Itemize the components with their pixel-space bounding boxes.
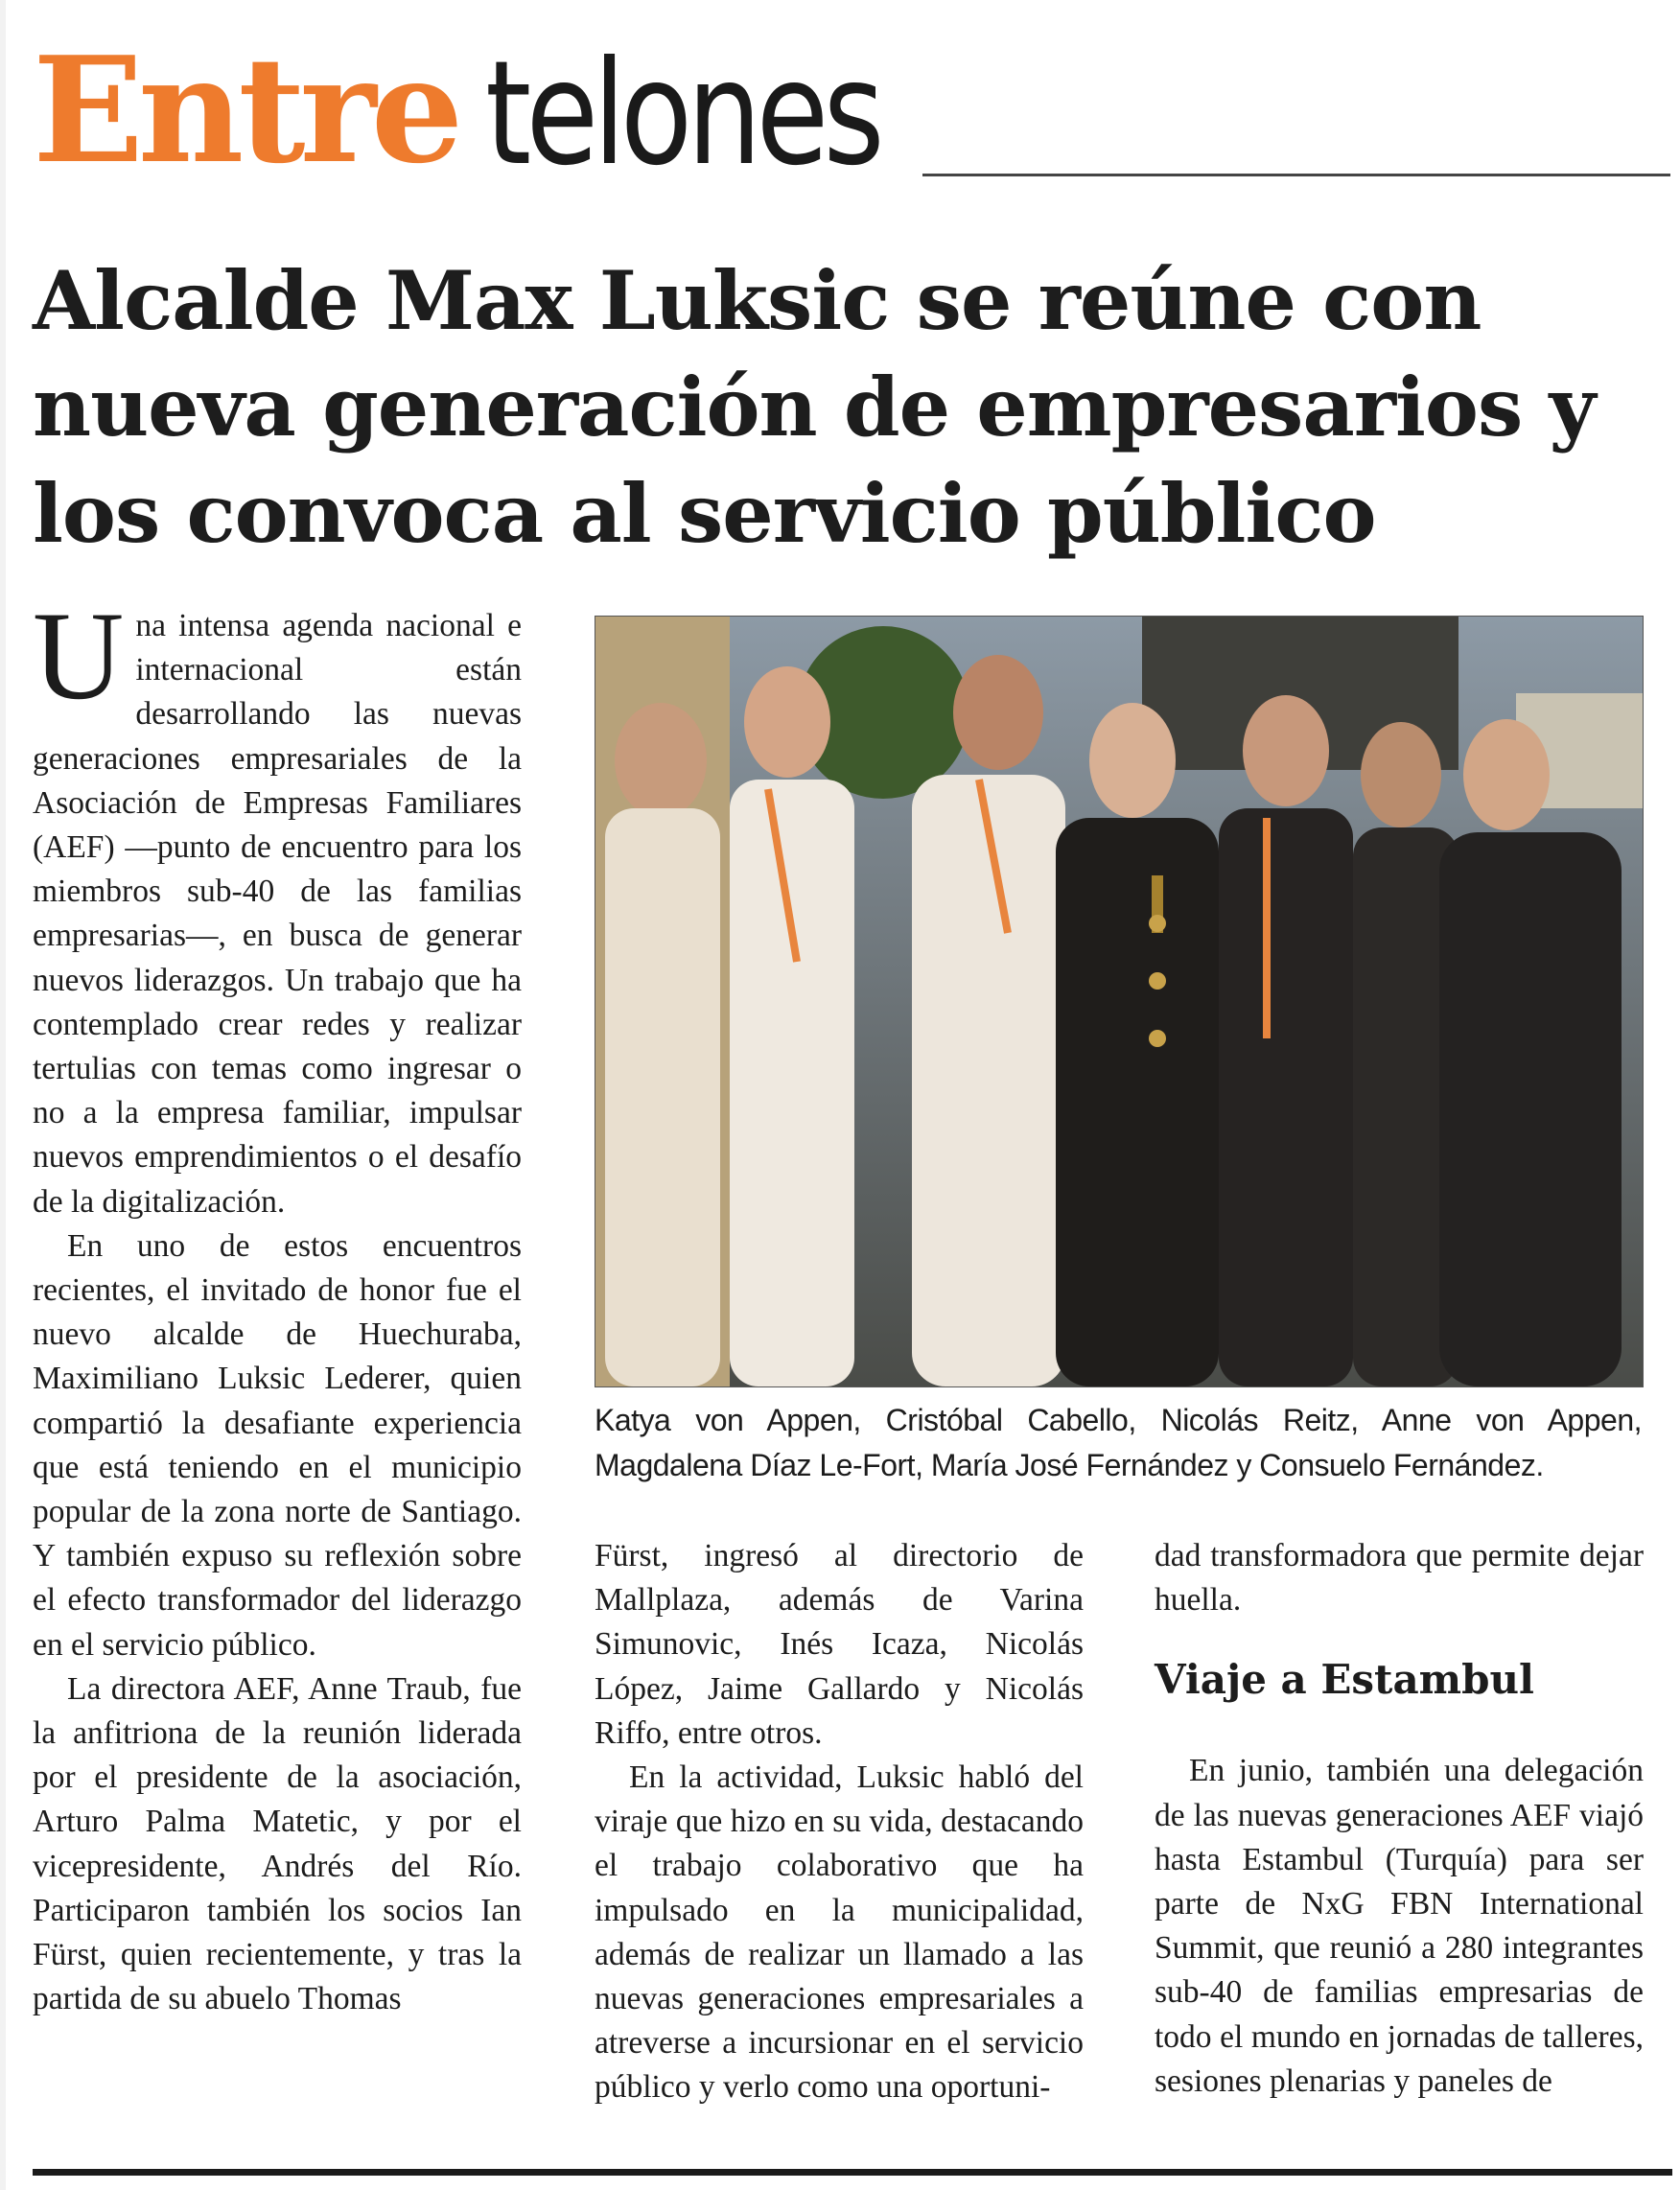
paragraph-5: En la actividad, Luksic habló del viraje que hizo en su vida, destacando el trabajo colaborativo que ha impulsado en la municipalidad, además de realizar un llamado a las nuevas generaciones empresariales a atreverse a incursionar en el servicio público y verlo como una oportuni-: [595, 1759, 1084, 2106]
paragraph-6: dad transformadora que permite dejar huella.: [1155, 1538, 1644, 1619]
section-header: [33, 24, 1672, 198]
group-photo: [595, 616, 1644, 1387]
header-rule: [922, 174, 1670, 176]
paragraph-7: En junio, también una delegación de las nuevas generaciones AEF viajó hasta Estambul (Turquía) para ser parte de NxG FBN International Summit, que reunió a 280 integrantes sub-40 de familias empresarias de todo el mundo en jornadas de talleres, sesiones plenarias y paneles de: [1155, 1753, 1644, 2099]
article-headline: Alcalde Max Luksic se reúne con nueva generación de empresarios y los convoca al servicio público: [33, 253, 1596, 561]
section-title-rest: telones: [485, 31, 879, 198]
article-column-3: [1155, 1534, 1644, 2104]
paragraph-1-text: na intensa agenda nacional e internacional están desarrollando las nuevas generaciones empresariales de la Asociación de Empresas Familiares (AEF) —punto de encuentro para los miembros sub-40 de las familias empresarias—, en busca de generar nuevos liderazgos. Un trabajo que ha contemplado crear redes y realizar tertulias con temas como ingresar o no a la empresa familiar, impulsar nuevos emprendimientos o el desafío de la digitalización.: [33, 608, 522, 1220]
group-photo-icon: [595, 617, 1643, 1386]
paragraph-1: [33, 585, 522, 1224]
dropcap: U: [33, 585, 125, 726]
article-column-1: [33, 585, 522, 2022]
photo-caption: Katya von Appen, Cristóbal Cabello, Nicolás Reitz, Anne von Appen, Magdalena Díaz Le-Fort, María José Fernández y Consuelo Fernández.: [595, 1403, 1642, 1482]
bottom-rule: [33, 2169, 1672, 2176]
section-title-accent: Entre: [33, 24, 458, 196]
paragraph-4: Fürst, ingresó al directorio de Mallplaza, además de Varina Simunovic, Inés Icaza, Nicolás López, Jaime Gallardo y Nicolás Riffo, entre otros.: [595, 1538, 1084, 1751]
article-column-2: [595, 1534, 1084, 2110]
page-edge: [0, 0, 6, 2190]
paragraph-3: La directora AEF, Anne Traub, fue la anfitriona de la reunión liderada por el presidente de la asociación, Arturo Palma Matetic, y por el vicepresidente, Andrés del Río. Participaron también los socios Ian Fürst, quien recientemente, y tras la partida de su abuelo Thomas: [33, 1670, 522, 2017]
subheading: Viaje a Estambul: [1155, 1656, 1534, 1704]
paragraph-2: En uno de estos encuentros recientes, el invitado de honor fue el nuevo alcalde de Huechuraba, Maximiliano Luksic Lederer, quien compartió la desafiante experiencia que está teniendo en el municipio popular de la zona norte de Santiago. Y también expuso su reflexión sobre el efecto transformador del liderazgo en el servicio público.: [33, 1227, 522, 1663]
